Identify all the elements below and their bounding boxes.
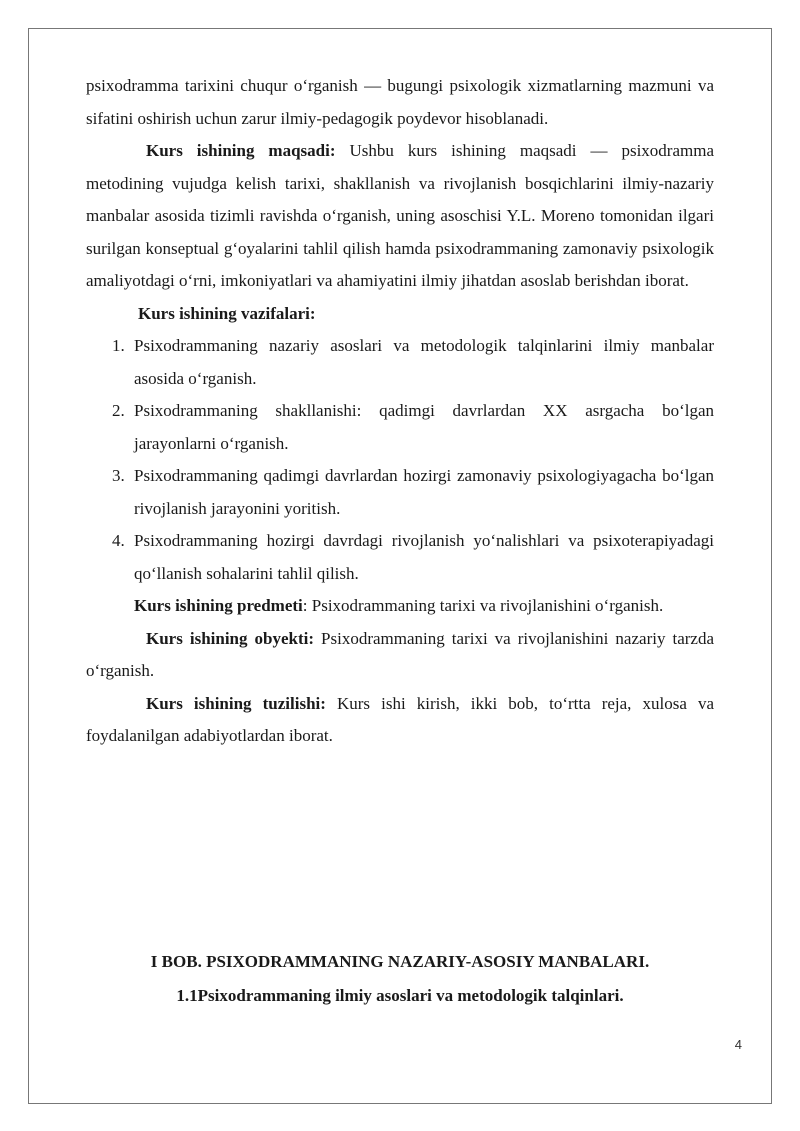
goal-label: Kurs ishining maqsadi:	[146, 141, 336, 160]
page-number: 4	[734, 1037, 742, 1052]
structure-paragraph: Kurs ishining tuzilishi: Kurs ishi kirish, ikki bob, to‘rtta reja, xulosa va foydalanilgan adabiyotlardan iborat.	[86, 693, 714, 745]
section-title: 1.1Psixodrammaning ilmiy asoslari va metodologik talqinlari.	[176, 986, 624, 1005]
goal-paragraph	[86, 135, 714, 298]
tasks-heading: Kurs ishining vazifalari:	[138, 303, 316, 323]
list-item: 2. Psixodrammaning shakllanishi: qadimgi davrlardan XX asrgacha bo‘lgan jarayonlarni o‘rganish.	[112, 401, 714, 453]
object-paragraph: Kurs ishining obyekti: Psixodrammaning tarixi va rivojlanishini nazariy tarzda o‘rganish.	[86, 628, 714, 680]
object-label: Kurs ishining obyekti:	[146, 628, 315, 648]
list-item: 1. Psixodrammaning nazariy asoslari va metodologik talqinlarini ilmiy manbalar asosida o‘rganish.	[112, 336, 714, 388]
intro-paragraph: psixodramma tarixini chuqur o‘rganish — bugungi psixologik xizmatlarning mazmuni va sifatini oshirish uchun zarur ilmiy-pedagogik poydevor hisoblanadi.	[86, 76, 714, 128]
list-item: 4. Psixodrammaning hozirgi davrdagi rivojlanish yo‘nalishlari va psixoterapiyadagi qo‘llanish sohalarini tahlil qilish.	[112, 531, 714, 583]
chapter-title: I BOB. PSIXODRAMMANING NAZARIY-ASOSIY MANBALARI.	[150, 952, 650, 971]
list-item: 3. Psixodrammaning qadimgi davrlardan hozirgi zamonaviy psixologiyagacha bo‘lgan rivojlanish jarayonini yoritish.	[112, 466, 714, 518]
goal-text: Ushbu kurs ishining maqsadi — psixodramma metodining vujudga kelish tarixi, shakllanish va rivojlanish bosqichlarini ilmiy-nazariy manbalar asosida tizimli ravishda o‘rganish, uning asoschisi Y.L. Moreno tomonidan ilgari surilgan konseptual g‘oyalarini tahlil qilish hamda psixodrammaning zamonaviy psixologik amaliyotdagi o‘rni, imkoniyatlari va ahamiyatini ilmiy jihatdan asoslab berishdan iborat.	[86, 141, 714, 290]
page-body	[86, 70, 714, 753]
subject-paragraph: Kurs ishining predmeti: Psixodrammaning tarixi va rivojlanishini o‘rganish.	[134, 596, 664, 615]
subject-label: Kurs ishining predmeti	[134, 596, 303, 615]
structure-label: Kurs ishining tuzilishi:	[146, 693, 326, 713]
tasks-list	[86, 330, 714, 590]
